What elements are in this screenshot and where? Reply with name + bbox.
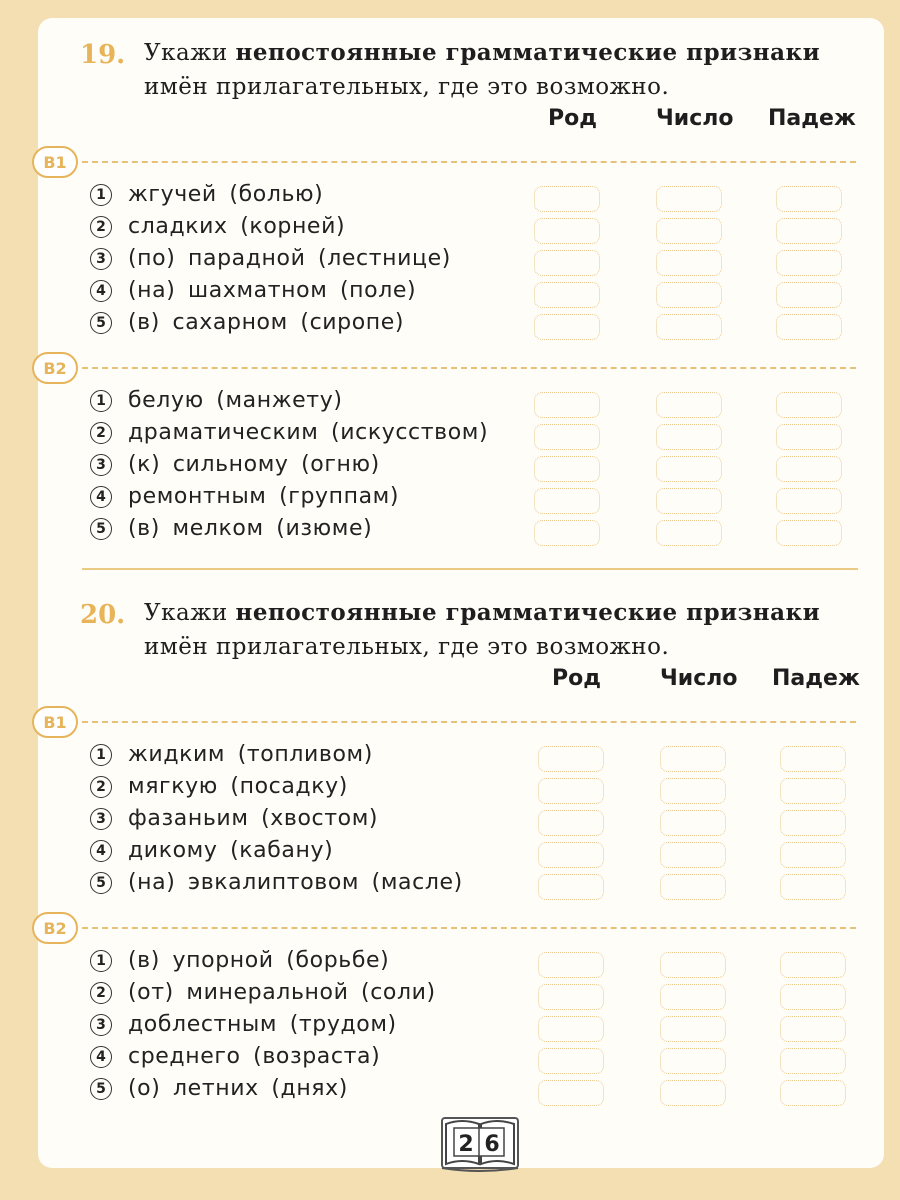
answer-box-case[interactable] [780,1048,846,1074]
answer-box-gender[interactable] [534,488,600,514]
item-number: 3 [90,248,112,270]
answer-box-number[interactable] [656,392,722,418]
answer-box-number[interactable] [660,874,726,900]
workbook-page [38,18,884,1168]
item-phrase: среднего (возраста) [128,1044,381,1069]
item-phrase: (от) минеральной (соли) [128,980,436,1005]
answer-box-gender[interactable] [534,456,600,482]
answer-box-number[interactable] [660,810,726,836]
answer-box-gender[interactable] [538,842,604,868]
answer-box-case[interactable] [776,456,842,482]
answer-box-number[interactable] [660,1048,726,1074]
variant-badge: В1 [32,146,78,178]
answer-box-gender[interactable] [534,424,600,450]
item-number: 4 [90,280,112,302]
item-phrase: дикому (кабану) [128,838,334,863]
variant-divider [82,927,856,929]
answer-box-number[interactable] [656,218,722,244]
answer-box-gender[interactable] [538,952,604,978]
item-number: 3 [90,454,112,476]
answer-box-case[interactable] [780,984,846,1010]
column-header-number: Число [660,666,738,691]
task-instruction [144,596,874,664]
item-number: 5 [90,518,112,540]
item-number: 1 [90,390,112,412]
item-phrase: (к) сильному (огню) [128,452,380,477]
answer-box-gender[interactable] [538,1048,604,1074]
answer-box-case[interactable] [780,810,846,836]
item-number: 4 [90,486,112,508]
instruction-prefix: Укажи [144,40,236,66]
answer-box-case[interactable] [776,314,842,340]
answer-box-case[interactable] [776,186,842,212]
instruction-bold: непостоянные грамматические признаки [235,599,821,626]
variant-badge: В2 [32,352,78,384]
item-phrase: фазаньим (хвостом) [128,806,379,831]
item-phrase: сладких (корней) [128,214,346,239]
page-number-digit-1: 2 [458,1132,474,1157]
item-phrase: (в) мелком (изюме) [128,516,373,541]
item-phrase: драматическим (искусством) [128,420,489,445]
answer-box-case[interactable] [776,520,842,546]
item-phrase: (на) шахматном (поле) [128,278,417,303]
item-number: 4 [90,840,112,862]
answer-box-gender[interactable] [534,186,600,212]
answer-box-number[interactable] [660,746,726,772]
answer-box-gender[interactable] [534,520,600,546]
column-header-case: Падеж [772,666,860,691]
answer-box-number[interactable] [656,424,722,450]
item-number: 5 [90,872,112,894]
answer-box-gender[interactable] [538,746,604,772]
item-phrase: жгучей (болью) [128,182,324,207]
answer-box-case[interactable] [780,746,846,772]
item-phrase: (на) эвкалиптовом (масле) [128,870,463,895]
item-number: 2 [90,982,112,1004]
answer-box-case[interactable] [776,250,842,276]
answer-box-number[interactable] [656,456,722,482]
answer-box-number[interactable] [656,520,722,546]
answer-box-number[interactable] [656,314,722,340]
open-book-icon [438,1110,522,1174]
item-phrase: (о) летних (днях) [128,1076,348,1101]
item-phrase: ремонтным (группам) [128,484,400,509]
variant-badge: В1 [32,706,78,738]
item-number: 2 [90,776,112,798]
answer-box-number[interactable] [660,984,726,1010]
answer-box-gender[interactable] [538,1016,604,1042]
item-number: 2 [90,216,112,238]
answer-box-number[interactable] [660,1080,726,1106]
answer-box-case[interactable] [776,424,842,450]
item-phrase: (в) сахарном (сиропе) [128,310,405,335]
item-phrase: жидким (топливом) [128,742,373,767]
answer-box-case[interactable] [780,1080,846,1106]
column-header-case: Падеж [768,106,856,131]
item-number: 1 [90,744,112,766]
answer-box-number[interactable] [660,1016,726,1042]
item-number: 3 [90,808,112,830]
task-number: 20. [80,600,126,630]
answer-box-number[interactable] [660,778,726,804]
answer-box-case[interactable] [780,778,846,804]
answer-box-gender[interactable] [538,874,604,900]
answer-box-number[interactable] [656,488,722,514]
variant-divider [82,367,856,369]
variant-divider [82,161,856,163]
answer-box-gender[interactable] [538,1080,604,1106]
column-header-gender: Род [548,106,598,131]
answer-box-number[interactable] [656,250,722,276]
answer-box-gender[interactable] [538,810,604,836]
item-phrase: (в) упорной (борьбе) [128,948,390,973]
answer-box-number[interactable] [660,842,726,868]
page-number-digit-2: 6 [484,1132,500,1157]
column-header-number: Число [656,106,734,131]
answer-box-gender[interactable] [534,218,600,244]
answer-box-gender[interactable] [534,282,600,308]
instruction-line2: имён прилагательных, где это возможно. [144,634,670,660]
item-number: 3 [90,1014,112,1036]
answer-box-gender[interactable] [534,392,600,418]
answer-box-number[interactable] [656,186,722,212]
answer-box-gender[interactable] [534,250,600,276]
variant-divider [82,721,856,723]
item-phrase: мягкую (посадку) [128,774,348,799]
instruction-prefix: Укажи [144,600,236,626]
item-number: 1 [90,950,112,972]
answer-box-number[interactable] [656,282,722,308]
answer-box-case[interactable] [780,842,846,868]
answer-box-gender[interactable] [538,984,604,1010]
answer-box-case[interactable] [780,952,846,978]
task-number: 19. [80,40,126,70]
item-number: 4 [90,1046,112,1068]
answer-box-case[interactable] [776,282,842,308]
answer-box-case[interactable] [776,218,842,244]
instruction-bold: непостоянные грамматические признаки [235,39,821,66]
item-phrase: белую (манжету) [128,388,343,413]
item-number: 2 [90,422,112,444]
column-header-gender: Род [552,666,602,691]
answer-box-number[interactable] [660,952,726,978]
section-divider [82,568,858,570]
item-phrase: (по) парадной (лестнице) [128,246,451,271]
item-phrase: доблестным (трудом) [128,1012,397,1037]
answer-box-gender[interactable] [534,314,600,340]
item-number: 5 [90,1078,112,1100]
item-number: 5 [90,312,112,334]
item-number: 1 [90,184,112,206]
answer-box-case[interactable] [776,392,842,418]
answer-box-gender[interactable] [538,778,604,804]
answer-box-case[interactable] [780,874,846,900]
task-instruction [144,36,874,104]
answer-box-case[interactable] [776,488,842,514]
page-number-badge [438,1110,522,1174]
variant-badge: В2 [32,912,78,944]
answer-box-case[interactable] [780,1016,846,1042]
instruction-line2: имён прилагательных, где это возможно. [144,74,670,100]
